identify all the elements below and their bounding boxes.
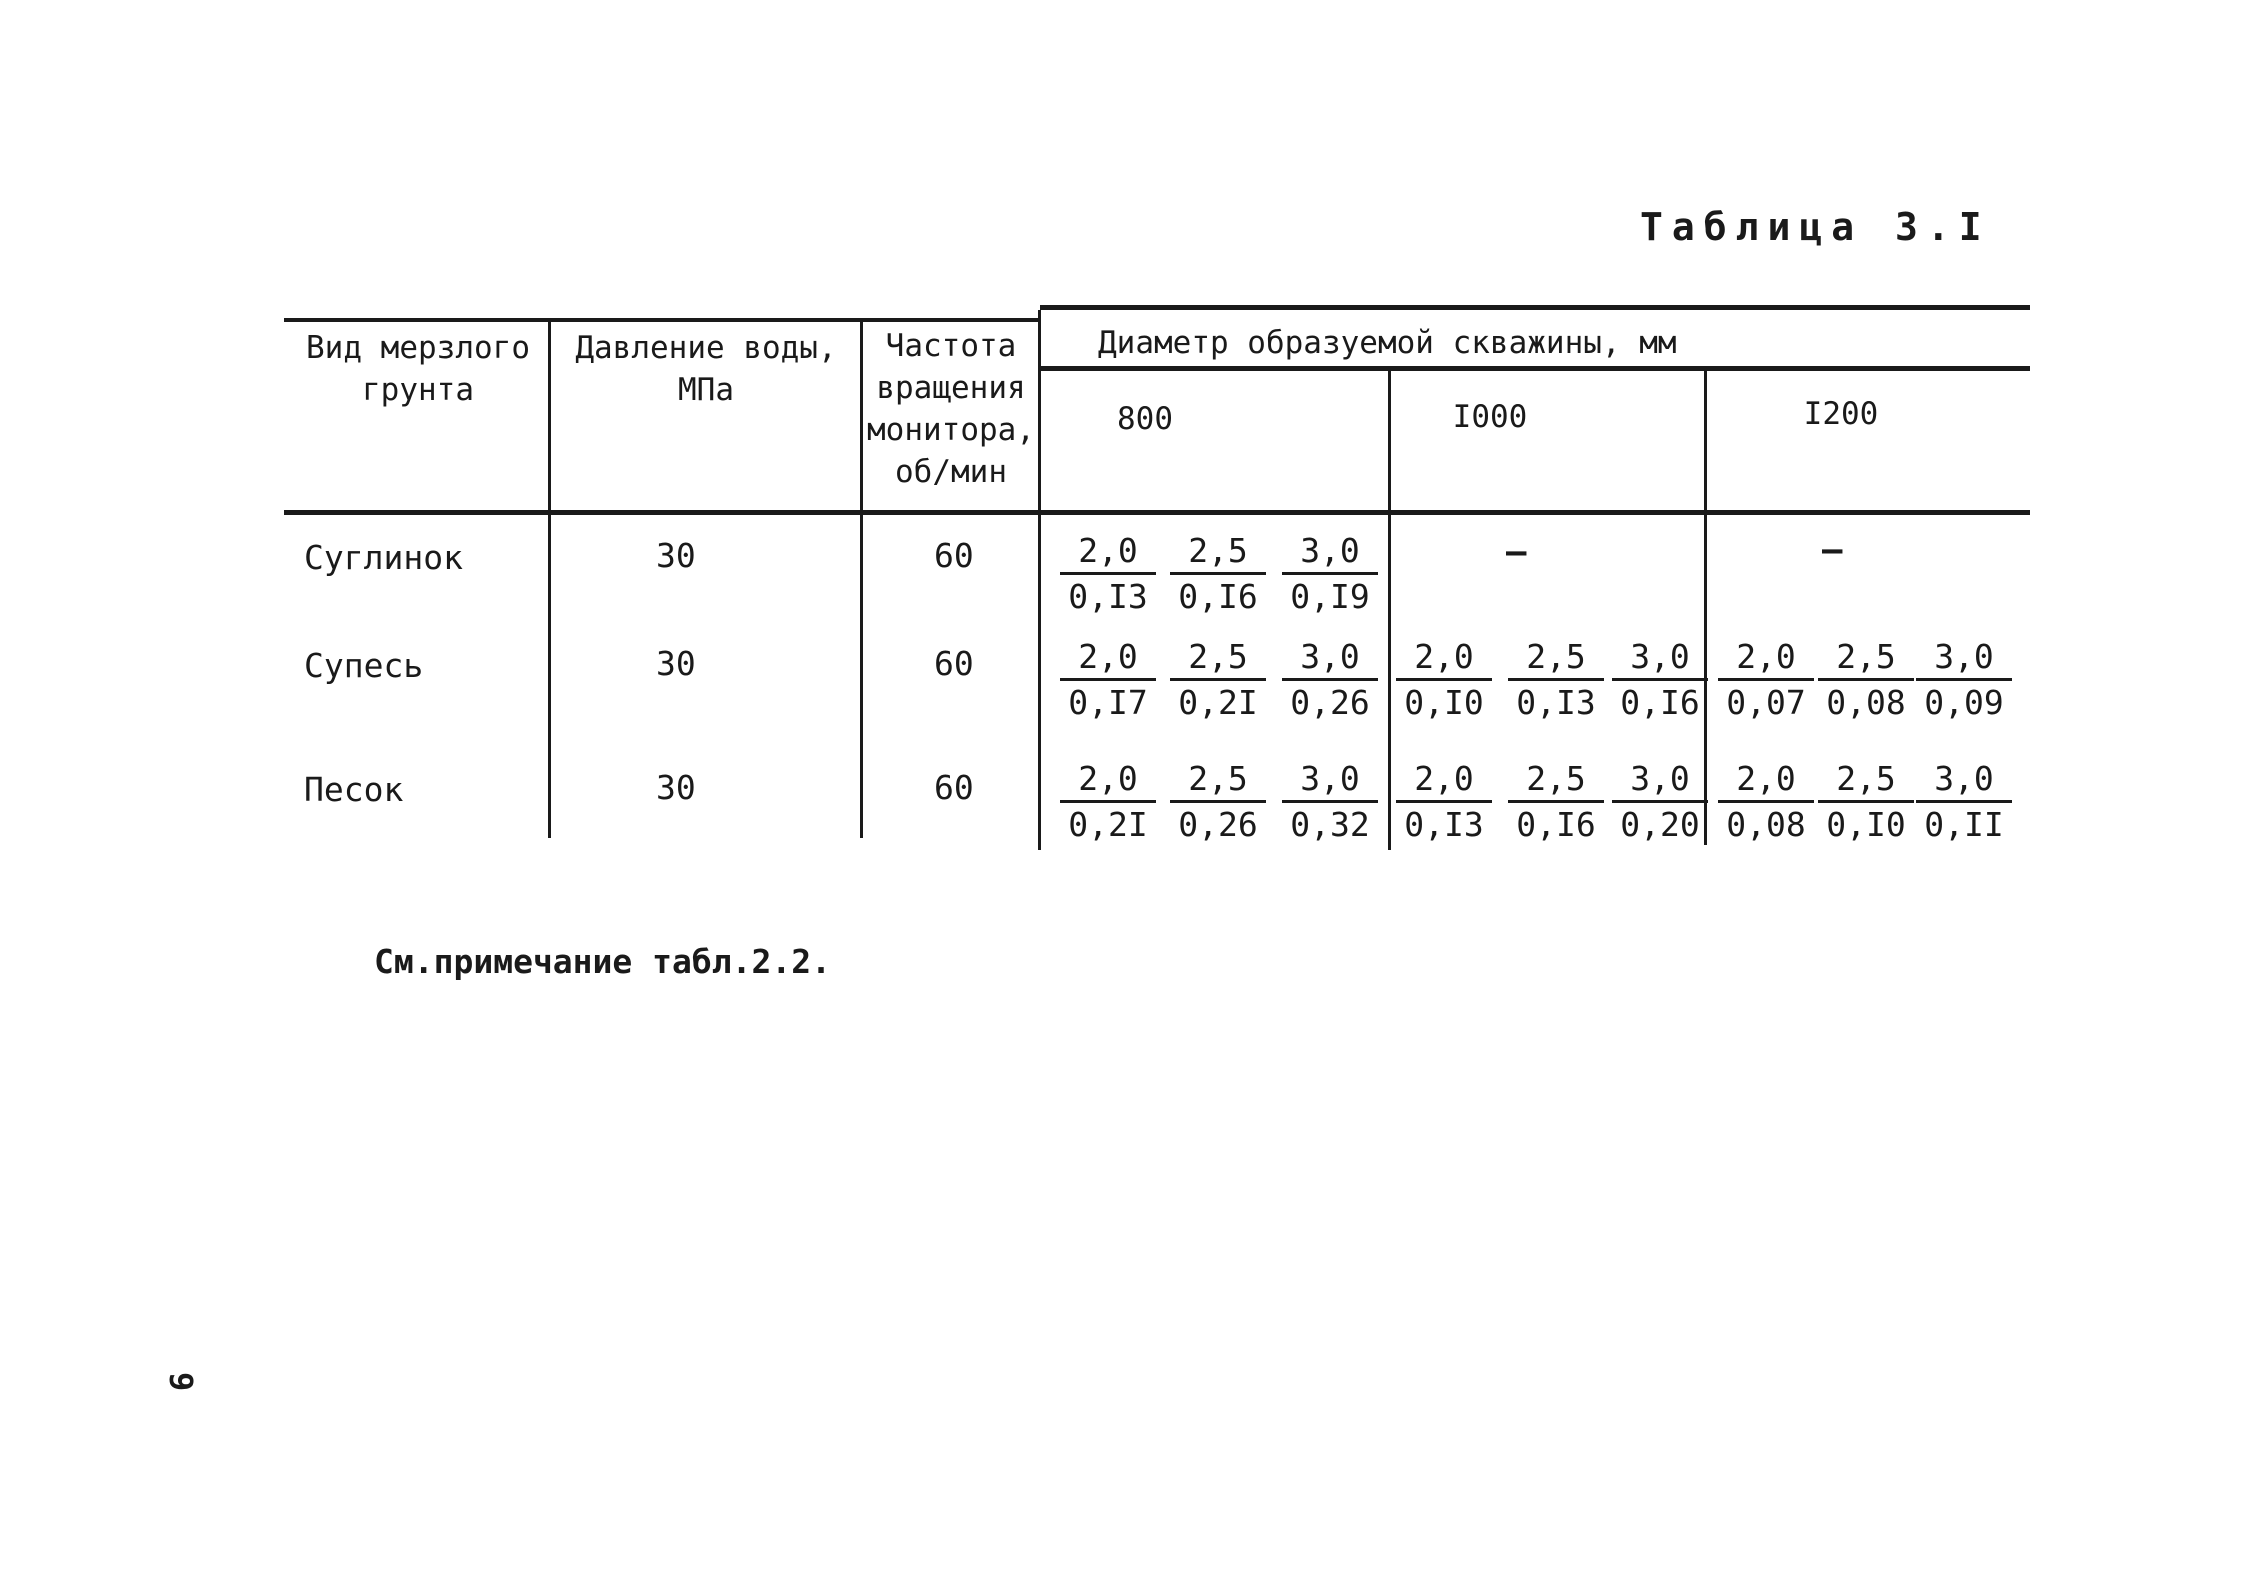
vrule-4 [1388, 370, 1391, 850]
fraction-numerator: 3,0 [1612, 758, 1708, 803]
fraction-denominator: 0,I6 [1178, 577, 1258, 616]
rule-diameter-sub [1040, 366, 2030, 371]
fraction-cell [1612, 758, 1708, 847]
row-frequency: 60 [934, 768, 974, 807]
header-soil-line2: грунта [362, 372, 474, 408]
vrule-1 [548, 318, 551, 838]
header-pressure [556, 327, 856, 411]
fraction-cell [1718, 636, 1814, 725]
fraction-denominator: 0,08 [1726, 805, 1806, 844]
fraction-numerator: 2,5 [1170, 758, 1266, 803]
table-title: Таблица 3.I [1640, 205, 1991, 249]
fraction-cell [1060, 758, 1156, 847]
row-soil-name: Суглинок [304, 538, 463, 577]
row-frequency: 60 [934, 644, 974, 683]
fraction-cell [1818, 636, 1914, 725]
rule-top-left [284, 318, 1040, 322]
fraction-denominator: 0,II [1924, 805, 2004, 844]
fraction-numerator: 2,5 [1170, 636, 1266, 681]
fraction-cell [1170, 758, 1266, 847]
fraction-numerator: 2,0 [1718, 636, 1814, 681]
row-soil-name: Супесь [304, 646, 424, 685]
fraction-denominator: 0,26 [1290, 683, 1370, 722]
fraction-cell [1170, 530, 1266, 619]
fraction-denominator: 0,I6 [1620, 683, 1700, 722]
fraction-numerator: 2,0 [1718, 758, 1814, 803]
fraction-numerator: 3,0 [1916, 636, 2012, 681]
fraction-numerator: 2,0 [1060, 636, 1156, 681]
header-pressure-line1: Давление воды, [575, 330, 837, 366]
rule-header-bottom [284, 510, 2030, 515]
vrule-2 [860, 318, 863, 838]
header-frequency-line4: об/мин [895, 454, 1007, 490]
fraction-numerator: 2,5 [1508, 758, 1604, 803]
fraction-numerator: 2,5 [1170, 530, 1266, 575]
fraction-cell [1508, 636, 1604, 725]
row-frequency: 60 [934, 536, 974, 575]
fraction-numerator: 2,0 [1396, 636, 1492, 681]
fraction-cell [1396, 636, 1492, 725]
fraction-denominator: 0,26 [1178, 805, 1258, 844]
fraction-cell [1508, 758, 1604, 847]
header-diameter: Диаметр образуемой скважины, мм [1098, 325, 1677, 361]
table-note: См.примечание табл.2.2. [374, 942, 831, 981]
fraction-cell [1396, 758, 1492, 847]
fraction-denominator: 0,I3 [1516, 683, 1596, 722]
fraction-numerator: 3,0 [1282, 636, 1378, 681]
fraction-numerator: 2,5 [1818, 758, 1914, 803]
fraction-cell [1282, 636, 1378, 725]
rule-top-right [1040, 305, 2030, 310]
fraction-cell [1170, 636, 1266, 725]
fraction-cell [1060, 530, 1156, 619]
fraction-denominator: 0,20 [1620, 805, 1700, 844]
fraction-cell [1818, 758, 1914, 847]
fraction-cell [1282, 530, 1378, 619]
fraction-denominator: 0,2I [1068, 805, 1148, 844]
fraction-cell [1916, 636, 2012, 725]
row-pressure: 30 [656, 536, 696, 575]
header-frequency-line2: вращения [876, 370, 1026, 406]
fraction-denominator: 0,07 [1726, 683, 1806, 722]
fraction-cell [1612, 636, 1708, 725]
fraction-denominator: 0,09 [1924, 683, 2004, 722]
row-pressure: 30 [656, 768, 696, 807]
fraction-cell [1916, 758, 2012, 847]
fraction-numerator: 2,0 [1396, 758, 1492, 803]
fraction-denominator: 0,I3 [1068, 577, 1148, 616]
empty-cell-dash: – [1506, 532, 1527, 572]
fraction-numerator: 3,0 [1612, 636, 1708, 681]
fraction-cell [1060, 636, 1156, 725]
header-soil [292, 327, 544, 411]
fraction-cell [1718, 758, 1814, 847]
fraction-numerator: 2,0 [1060, 758, 1156, 803]
header-diameter-1200: I200 [1803, 396, 1879, 432]
fraction-denominator: 0,I0 [1404, 683, 1484, 722]
fraction-numerator: 2,0 [1060, 530, 1156, 575]
header-pressure-line2: МПа [678, 372, 734, 408]
fraction-denominator: 0,I3 [1404, 805, 1484, 844]
fraction-denominator: 0,2I [1178, 683, 1258, 722]
header-diameter-1000: I000 [1452, 399, 1528, 435]
fraction-denominator: 0,I6 [1516, 805, 1596, 844]
fraction-numerator: 3,0 [1282, 758, 1378, 803]
vrule-3 [1038, 310, 1041, 850]
fraction-numerator: 3,0 [1282, 530, 1378, 575]
header-frequency-line1: Частота [885, 328, 1017, 364]
header-soil-line1: Вид мерзлого [306, 330, 530, 366]
fraction-denominator: 0,32 [1290, 805, 1370, 844]
header-frequency-line3: монитора, [867, 412, 1035, 448]
row-pressure: 30 [656, 644, 696, 683]
fraction-numerator: 2,5 [1818, 636, 1914, 681]
header-diameter-800: 800 [1117, 401, 1173, 437]
header-frequency [864, 325, 1038, 493]
fraction-denominator: 0,I0 [1826, 805, 1906, 844]
fraction-numerator: 3,0 [1916, 758, 2012, 803]
fraction-denominator: 0,I7 [1068, 683, 1148, 722]
fraction-denominator: 0,08 [1826, 683, 1906, 722]
empty-cell-dash: – [1822, 530, 1843, 570]
fraction-numerator: 2,5 [1508, 636, 1604, 681]
page-number: 9 [162, 1372, 200, 1392]
fraction-cell [1282, 758, 1378, 847]
row-soil-name: Песок [304, 770, 404, 809]
fraction-denominator: 0,I9 [1290, 577, 1370, 616]
